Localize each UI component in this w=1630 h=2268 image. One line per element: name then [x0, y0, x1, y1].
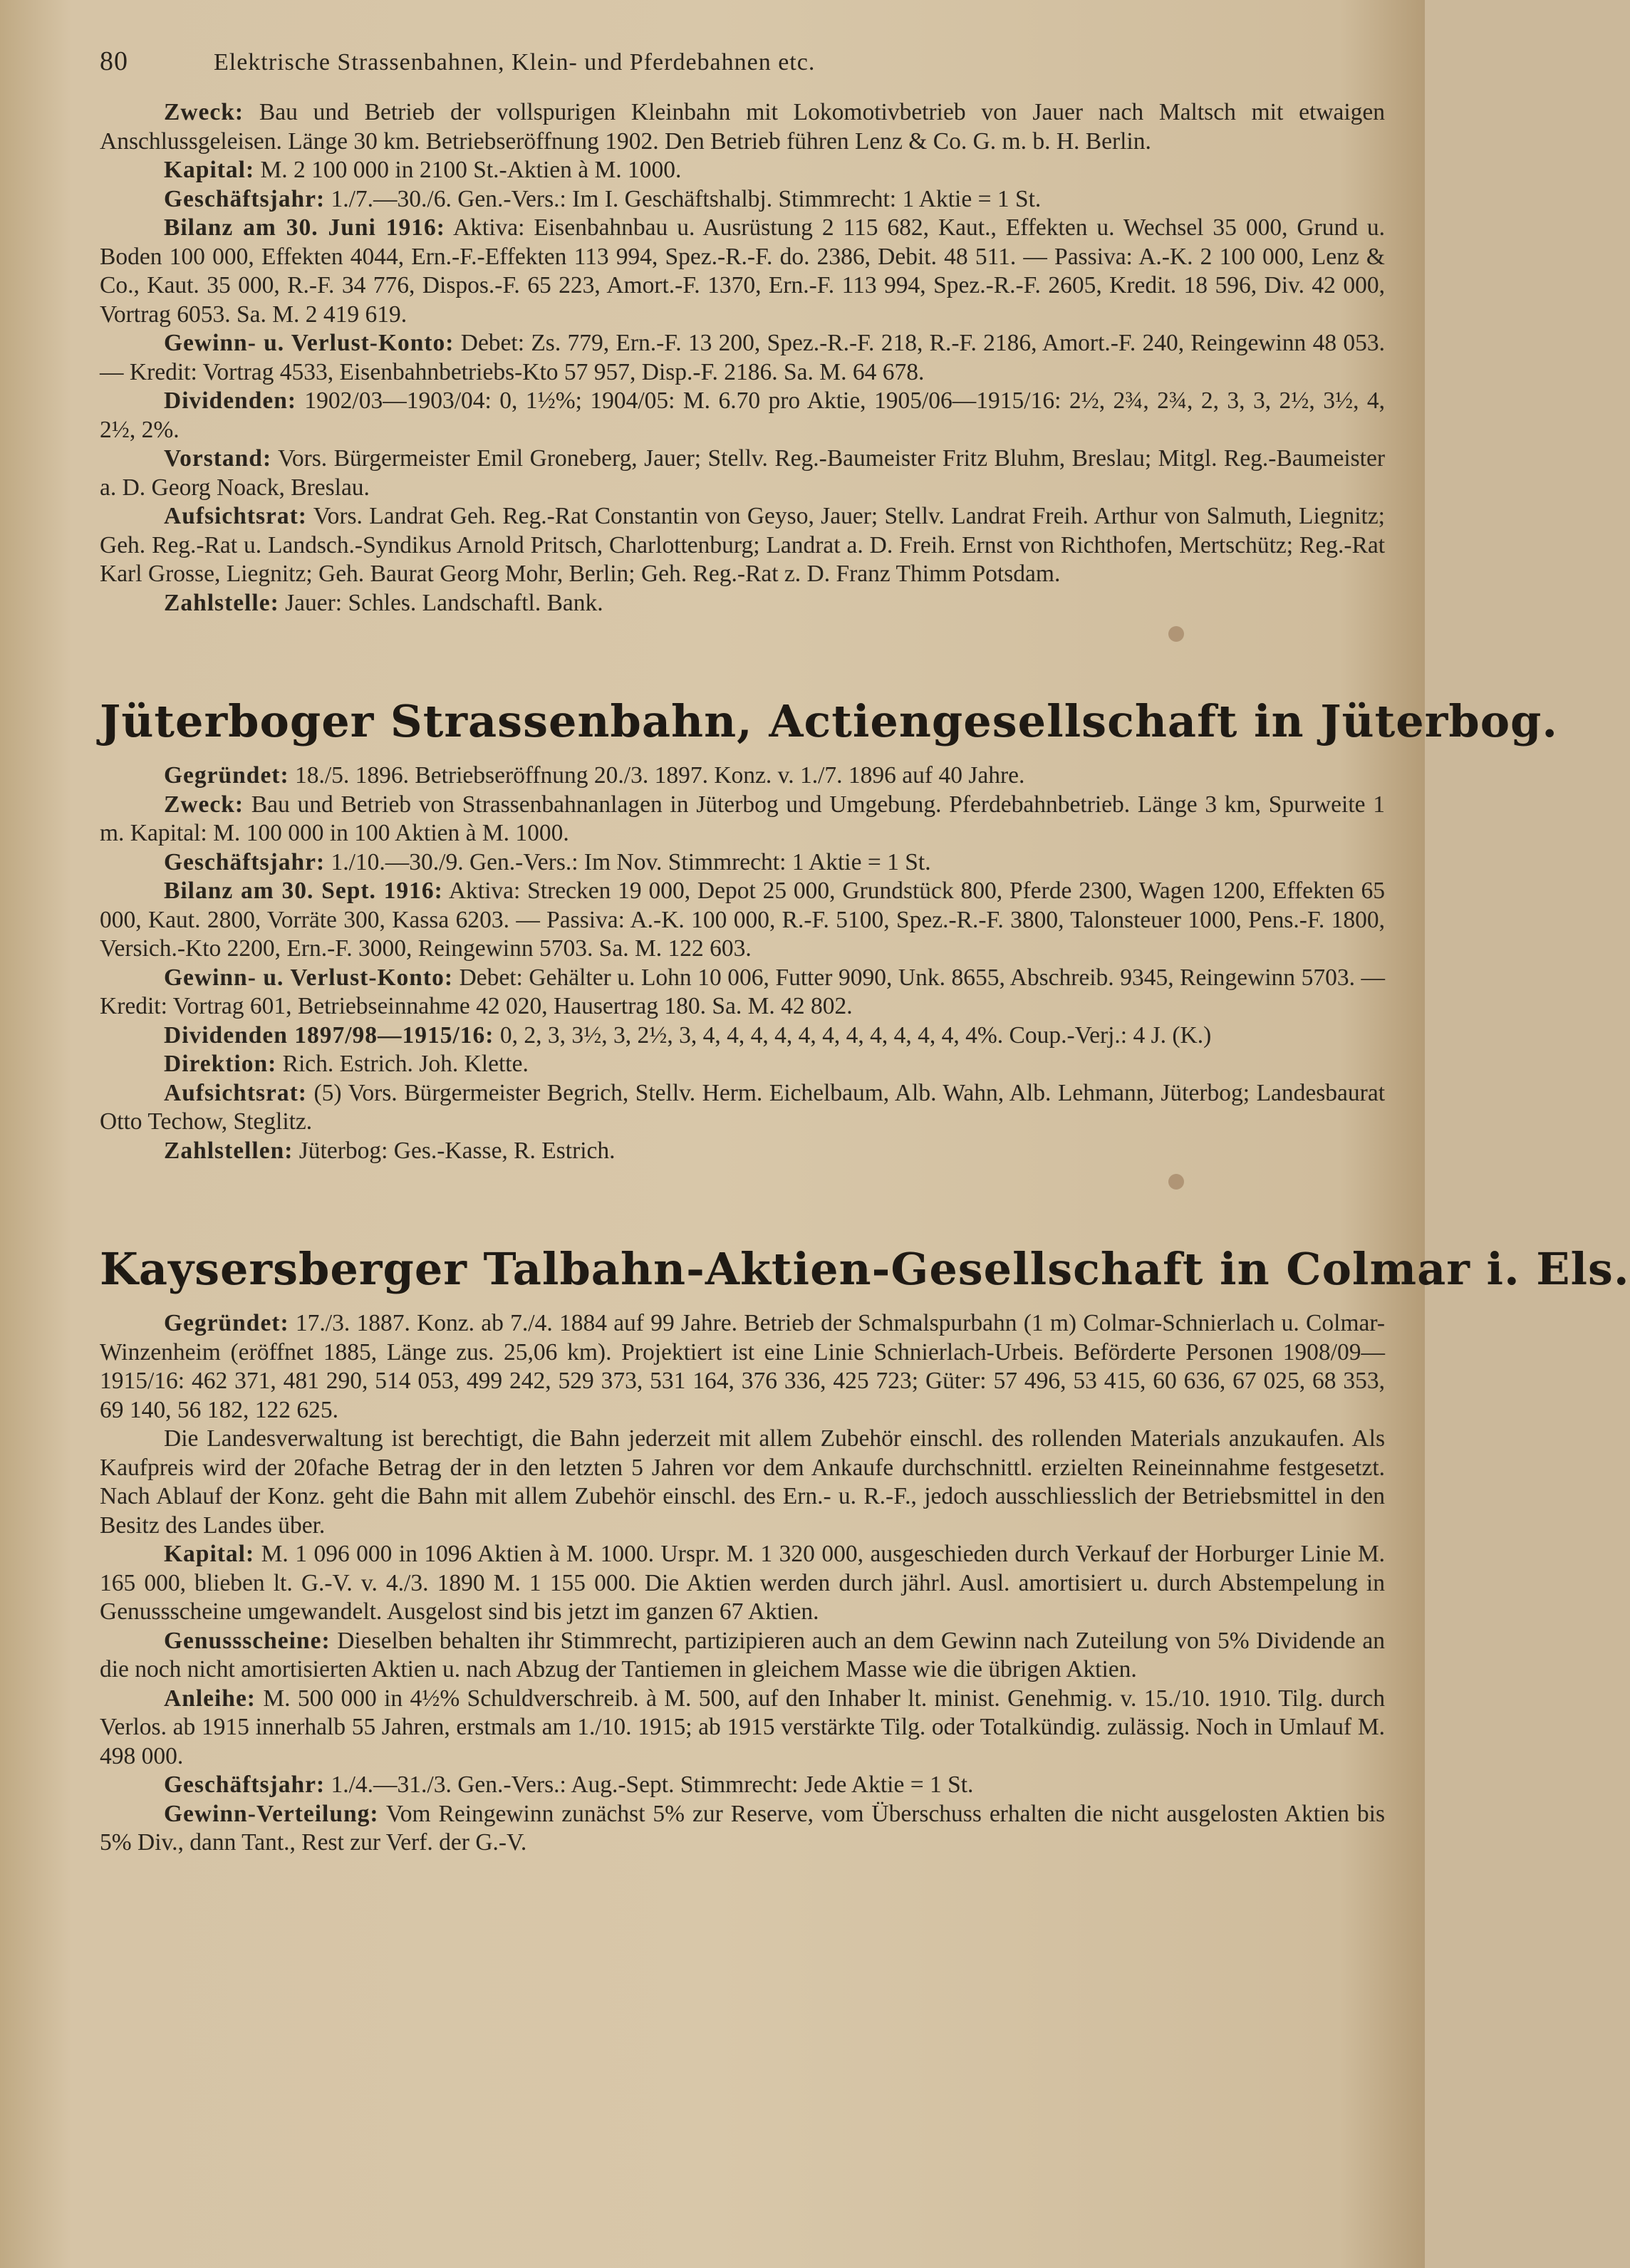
page-number: 80	[100, 46, 128, 76]
field-label: Aufsichtsrat:	[164, 1079, 307, 1106]
field-text: Die Landesverwaltung ist berechtigt, die Bahn jederzeit mit allem Zubehör einschl. des rollenden Materials anzukaufen. Als Kaufpreis wird der 20fache Betrag der in den letzten 5 Jahren vor dem Ankaufe durchschnittl. erzielten Reineinnahme festgesetzt. Nach Ablauf der Konz. geht die Bahn mit allem Zubehör einschl. des Ern.- u. R.-F., jedoch ausschliesslich der Betriebsmittel in den Besitz des Landes über.	[100, 1425, 1385, 1539]
field-label: Zahlstellen:	[164, 1137, 294, 1164]
field-label: Geschäftsjahr:	[164, 185, 326, 212]
entries	[100, 98, 1630, 1858]
field-label: Gewinn-Verteilung:	[164, 1800, 379, 1827]
field-text: Rich. Estrich. Joh. Klette.	[282, 1051, 529, 1077]
field-label: Gegründet:	[164, 762, 289, 789]
company-entry	[100, 695, 1558, 1165]
entry-paragraph	[100, 1079, 1385, 1137]
running-title: Elektrische Strassenbahnen, Klein- und Pferdebahnen etc.	[214, 49, 816, 76]
entry-paragraph	[100, 1627, 1385, 1685]
field-label: Vorstand:	[164, 445, 272, 472]
field-label: Bilanz am 30. Sept. 1916:	[164, 878, 443, 904]
field-text: Bau und Betrieb der vollspurigen Kleinbahn mit Lokomotivbetrieb von Jauer nach Maltsch mit etwaigen Anschlussgeleisen. Länge 30 km. Betriebseröffnung 1902. Den Betrieb führen Lenz & Co. G. m. b. H. Berlin.	[100, 99, 1385, 155]
field-text: Aktiva: Strecken 19 000, Depot 25 000, Grundstück 800, Pferde 2300, Wagen 1200, Effekten 65 000, Kaut. 2800, Vorräte 300, Kassa 6203. — Passiva: A.-K. 100 000, R.-F. 5100, Spez.-R.-F. 3800, Talonsteuer 1000, Pens.-F. 1800, Versich.-Kto 2200, Ern.-F. 3000, Reingewinn 5703. Sa. M. 122 603.	[100, 878, 1385, 962]
company-title: Kaysersberger Talbahn-Aktien-Gesellschaft in Colmar i. Els.	[100, 1243, 1630, 1295]
field-label: Zahlstelle:	[164, 589, 279, 616]
field-text: 1./7.—30./6. Gen.-Vers.: Im I. Geschäftshalbj. Stimmrecht: 1 Aktie = 1 St.	[331, 185, 1042, 212]
separator	[100, 1165, 1385, 1208]
field-text: 1./10.—30./9. Gen.-Vers.: Im Nov. Stimmrecht: 1 Aktie = 1 St.	[331, 848, 931, 875]
entry-paragraph	[100, 1425, 1385, 1540]
entry-paragraph	[100, 877, 1385, 964]
entry-paragraph	[100, 156, 1385, 185]
entry-paragraph	[100, 1137, 1385, 1166]
entry-paragraph	[100, 1309, 1385, 1425]
field-label: Kapital:	[164, 1541, 255, 1567]
field-text: Aktiva: Eisenbahnbau u. Ausrüstung 2 115 682, Kaut., Effekten u. Wechsel 35 000, Grund u. Boden 100 000, Effekten 4044, Ern.-F.-Effekten 113 994, Spez.-R.-F. do. 2386, Debit. 48 511. — Passiva: A.-K. 2 100 000, Lenz & Co., Kaut. 35 000, R.-F. 34 776, Dispos.-F. 65 223, Amort.-F. 1370, Ern.-F. 113 994, Spez.-R.-F. 2605, Kredit. 18 596, Div. 42 000, Vortrag 6053. Sa. M. 2 419 619.	[100, 214, 1386, 328]
entry-paragraph	[100, 185, 1385, 214]
field-label: Genussscheine:	[164, 1627, 331, 1654]
entry-paragraph	[100, 1021, 1385, 1051]
entry-paragraph	[100, 761, 1385, 791]
field-label: Direktion:	[164, 1051, 277, 1077]
entry-paragraph	[100, 502, 1385, 589]
entry-paragraph	[100, 1800, 1385, 1858]
field-label: Bilanz am 30. Juni 1916:	[164, 214, 445, 241]
entry-paragraph	[100, 1050, 1385, 1079]
entry-paragraph	[100, 98, 1385, 156]
field-label: Dividenden 1897/98—1915/16:	[164, 1021, 494, 1049]
field-text: Vors. Landrat Geh. Reg.-Rat Constantin von Geyso, Jauer; Stellv. Landrat Freih. Arthur von Salmuth, Liegnitz; Geh. Reg.-Rat u. Landsch.-Syndikus Arnold Pritsch, Charlottenburg; Landrat a. D. Freih. Ernst von Richthofen, Mertschütz; Reg.-Rat Karl Grosse, Liegnitz; Geh. Baurat Georg Mohr, Berlin; Geh. Reg.-Rat z. D. Franz Thimm Potsdam.	[100, 503, 1385, 587]
field-label: Gewinn- u. Verlust-Konto:	[164, 964, 453, 991]
separator	[100, 618, 1385, 660]
entry-paragraph	[100, 1685, 1385, 1772]
entry-paragraph	[100, 1540, 1385, 1627]
field-text: (5) Vors. Bürgermeister Begrich, Stellv. Herm. Eichelbaum, Alb. Wahn, Alb. Lehmann, Jüterbog; Landesbaurat Otto Techow, Steglitz.	[100, 1079, 1386, 1135]
entry-paragraph	[100, 848, 1385, 878]
running-header	[100, 46, 1385, 77]
field-label: Anleihe:	[164, 1685, 256, 1712]
field-text: Bau und Betrieb von Strassenbahnanlagen in Jüterbog und Umgebung. Pferdebahnbetrieb. Länge 3 km, Spurweite 1 m. Kapital: M. 100 000 in 100 Aktien à M. 1000.	[100, 791, 1386, 846]
company-entry	[100, 98, 1385, 618]
field-label: Geschäftsjahr:	[164, 848, 326, 875]
field-label: Zweck:	[164, 99, 244, 125]
field-text: 18./5. 1896. Betriebseröffnung 20./3. 1897. Konz. v. 1./7. 1896 auf 40 Jahre.	[295, 762, 1025, 789]
field-text: Dieselben behalten ihr Stimmrecht, partizipieren auch an dem Gewinn nach Zuteilung von 5% Dividende an die noch nicht amortisierten Aktien u. nach Abzug der Tantiemen in gleichem Masse wie die übrigen Aktien.	[100, 1627, 1385, 1682]
entry-paragraph	[100, 214, 1385, 329]
field-label: Kapital:	[164, 157, 255, 183]
field-text: Debet: Zs. 779, Ern.-F. 13 200, Spez.-R.-F. 218, R.-F. 2186, Amort.-F. 240, Reingewinn 48 053. — Kredit: Vortrag 4533, Eisenbahnbetriebs-Kto 57 957, Disp.-F. 2186. Sa. M. 64 678.	[100, 330, 1385, 385]
entry-paragraph	[100, 387, 1385, 444]
field-label: Zweck:	[164, 791, 244, 818]
field-text: 17./3. 1887. Konz. ab 7./4. 1884 auf 99 Jahre. Betrieb der Schmalspurbahn (1 m) Colmar-Schnierlach u. Colmar-Winzenheim (eröffnet 1885, Länge zus. 25,06 km). Projektiert ist eine Linie Schnierlach-Urbeis. Beförderte Personen 1908/09—1915/16: 462 371, 481 290, 514 053, 499 242, 529 373, 531 164, 376 336, 425 723; Güter: 57 496, 53 415, 60 636, 67 025, 68 353, 69 140, 56 182, 122 625.	[100, 1310, 1386, 1423]
entry-paragraph	[100, 964, 1385, 1021]
field-text: M. 500 000 in 4½% Schuldverschreib. à M. 500, auf den Inhaber lt. minist. Genehmig. v. 15./10. 1910. Tilg. durch Verlos. ab 1915 innerhalb 55 Jahren, erstmals am 1./10. 1915; ab 1915 verstärkte Tilg. oder Totalkündig. zulässig. Noch in Umlauf M. 498 000.	[100, 1685, 1386, 1769]
company-title: Jüterboger Strassenbahn, Actiengesellschaft in Jüterbog.	[100, 695, 1558, 747]
field-text: Vom Reingewinn zunächst 5% zur Reserve, vom Überschuss erhalten die nicht ausgelosten Aktien bis 5% Div., dann Tant., Rest zur Verf. der G.-V.	[100, 1800, 1385, 1856]
field-text: 0, 2, 3, 3½, 3, 2½, 3, 4, 4, 4, 4, 4, 4, 4, 4, 4, 4, 4, 4%. Coup.-Verj.: 4 J. (K.)	[499, 1021, 1212, 1049]
field-text: Vors. Bürgermeister Emil Groneberg, Jauer; Stellv. Reg.-Baumeister Fritz Bluhm, Breslau; Mitgl. Reg.-Baumeister a. D. Georg Noack, Breslau.	[100, 445, 1385, 501]
entry-paragraph	[100, 444, 1385, 502]
entry-paragraph	[100, 791, 1385, 848]
company-entry	[100, 1242, 1630, 1858]
field-label: Dividenden:	[164, 387, 296, 414]
field-text: M. 1 096 000 in 1096 Aktien à M. 1000. Urspr. M. 1 320 000, ausgeschieden durch Verkauf der Horburger Linie M. 165 000, blieben lt. G.-V. v. 4./3. 1890 M. 1 155 000. Die Aktien werden durch jährl. Ausl. amortisiert u. durch Abstempelung in Genussscheine umgewandelt. Ausgelost sind bis jetzt im ganzen 67 Aktien.	[100, 1541, 1386, 1625]
field-text: Debet: Gehälter u. Lohn 10 006, Futter 9090, Unk. 8655, Abschreib. 9345, Reingewinn 5703. — Kredit: Vortrag 601, Betriebseinnahme 42 020, Hausertrag 180. Sa. M. 42 802.	[100, 964, 1386, 1019]
entry-paragraph	[100, 329, 1385, 387]
field-text: Jauer: Schles. Landschaftl. Bank.	[285, 589, 603, 616]
entry-paragraph	[100, 1771, 1385, 1800]
field-text: 1902/03—1903/04: 0, 1½%; 1904/05: M. 6.70 pro Aktie, 1905/06—1915/16: 2½, 2¾, 2¾, 2, 3, 3, 2½, 3½, 4, 2½, 2%.	[100, 387, 1385, 443]
field-text: 1./4.—31./3. Gen.-Vers.: Aug.-Sept. Stimmrecht: Jede Aktie = 1 St.	[331, 1772, 974, 1798]
field-label: Geschäftsjahr:	[164, 1772, 326, 1798]
field-label: Gewinn- u. Verlust-Konto:	[164, 330, 455, 356]
field-label: Gegründet:	[164, 1310, 289, 1336]
field-text: M. 2 100 000 in 2100 St.-Aktien à M. 1000.	[260, 157, 682, 183]
field-label: Aufsichtsrat:	[164, 503, 307, 529]
entry-paragraph	[100, 589, 1385, 618]
field-text: Jüterbog: Ges.-Kasse, R. Estrich.	[299, 1137, 616, 1164]
